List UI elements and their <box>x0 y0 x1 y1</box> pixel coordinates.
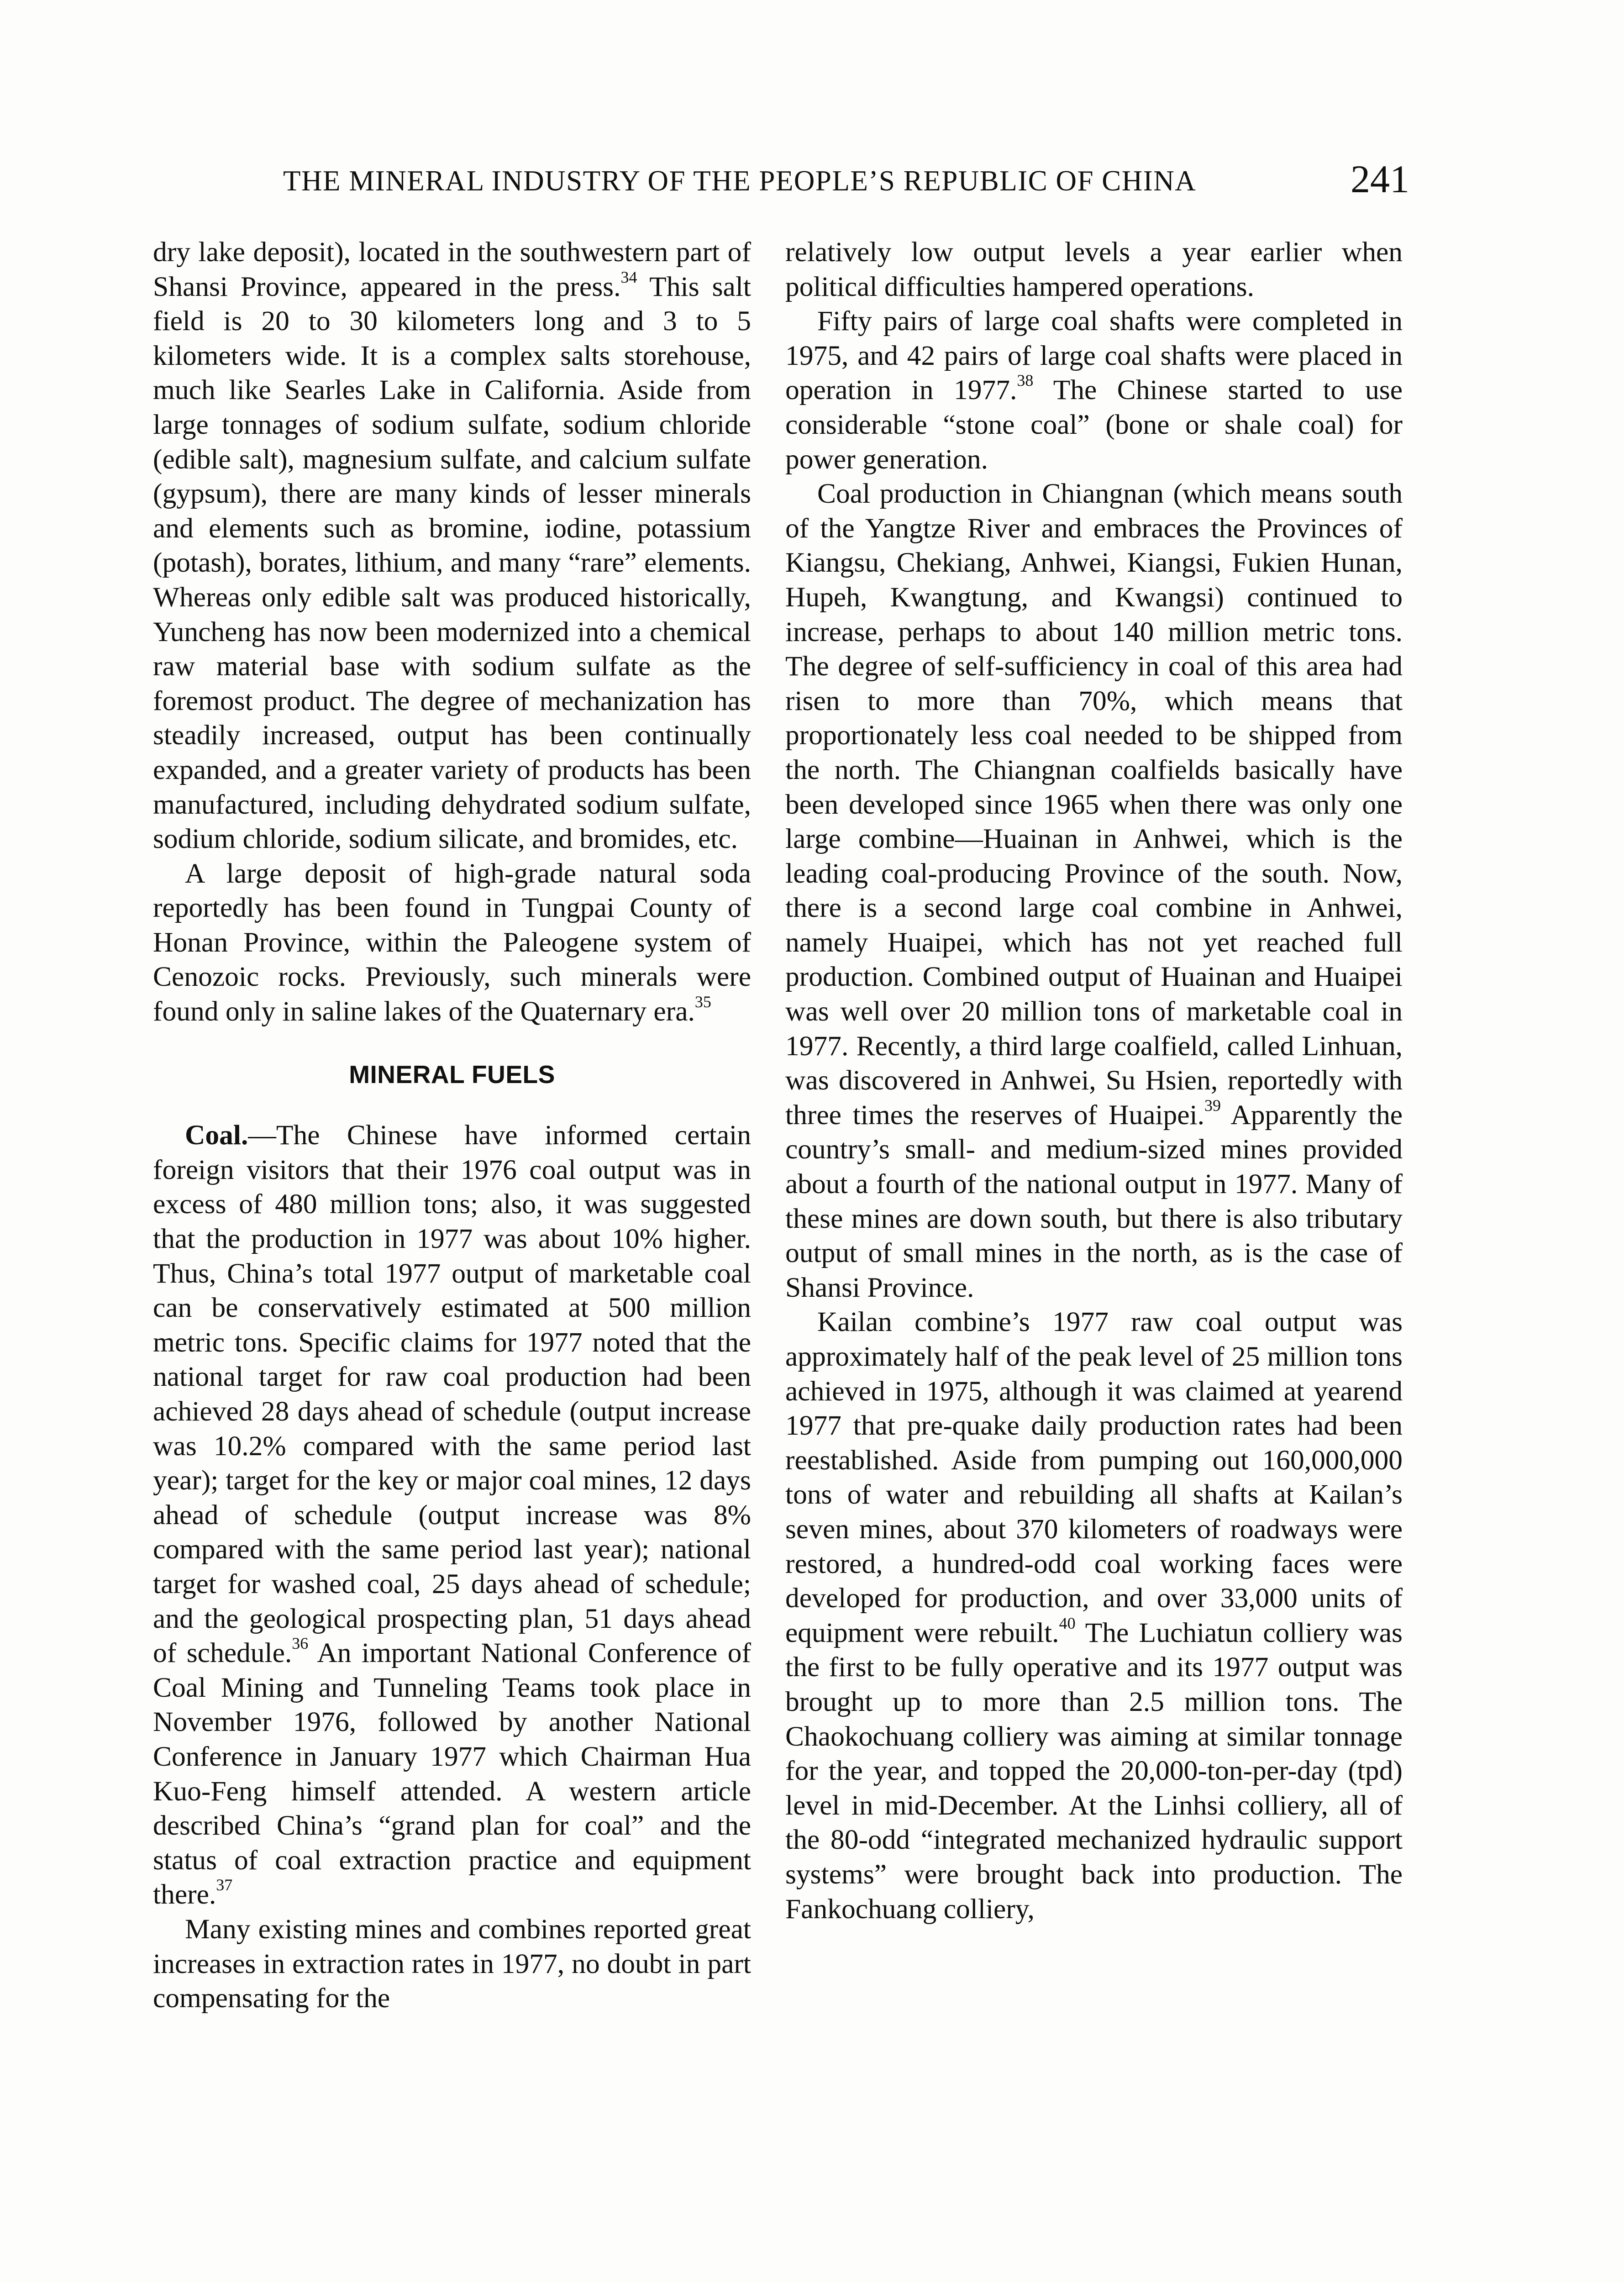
running-header-title: THE MINERAL INDUSTRY OF THE PEOPLE’S REPUBLIC OF CHINA <box>283 165 1197 197</box>
run-in-heading: Coal. <box>185 1120 248 1151</box>
footnote-ref: 40 <box>1059 1614 1076 1632</box>
paragraph-text: Fifty pairs of large coal shafts were completed in 1975, and 42 pairs of large coal shafts were placed in operation in 1977. <box>785 305 1403 406</box>
left-column <box>153 235 751 2016</box>
footnote-ref: 35 <box>694 993 711 1011</box>
paragraph-text: relatively low output levels a year earlier when political difficulties hampered operations. <box>785 237 1403 302</box>
paragraph-text: A large deposit of high-grade natural soda reportedly has been found in Tungpai County of Honan Province, within the Paleogene system of Cenozoic rocks. Previously, such minerals were found only in saline lakes of the Quaternary era. <box>153 857 751 1027</box>
footnote-ref: 36 <box>292 1634 309 1653</box>
paragraph-text: Kailan combine’s 1977 raw coal output was approximately half of the peak level of 25 million tons achieved in 1975, although it was claimed at yearend 1977 that pre-quake daily production rates had been reestablished. Aside from pumping out 160,000,000 tons of water and rebuilding all shafts at Kailan’s seven mines, about 370 kilometers of roadways were restored, a hundred-odd coal working faces were developed for production, and over 33,000 units of equipment were rebuilt. <box>785 1306 1403 1648</box>
footnote-ref: 38 <box>1017 371 1034 390</box>
paragraph-text: —The Chinese have informed certain foreign visitors that their 1976 coal output was in excess of 480 million tons; also, it was suggested that the production in 1977 was about 10% higher. Thus, China’s total 1977 output of marketable coal can be conservatively estimated at 500 million metric tons. Specific claims for 1977 noted that the national target for raw coal production had been achieved 28 days ahead of schedule (output increase was 10.2% compared with the same period last year); target for the key or major coal mines, 12 days ahead of schedule (output increase was 8% compared with the same period last year); national target for washed coal, 25 days ahead of schedule; and the geological prospecting plan, 51 days ahead of schedule. <box>153 1120 751 1669</box>
paragraph <box>153 857 751 1029</box>
paragraph-text: The Chinese started to use considerable “stone coal” (bone or shale coal) for power generation. <box>785 374 1403 475</box>
paragraph <box>153 1912 751 2016</box>
paragraph-text: An important National Conference of Coal Mining and Tunneling Teams took place in November 1976, followed by another National Conference in January 1977 which Chairman Hua Kuo-Feng himself attended. A western article described China’s “grand plan for coal” and the status of coal extraction practice and equipment there. <box>153 1637 752 1910</box>
paragraph-text: Many existing mines and combines reported great increases in extraction rates in 1977, no doubt in part compensating for the <box>153 1913 751 2014</box>
paragraph <box>785 304 1403 477</box>
footnote-ref: 39 <box>1204 1096 1221 1115</box>
footnote-ref: 37 <box>216 1876 233 1894</box>
page-number: 241 <box>1351 157 1409 201</box>
paragraph-text: Coal production in Chiangnan (which means south of the Yangtze River and embraces the Provinces of Kiangsu, Chekiang, Anhwei, Kiangsi, Fukien Hunan, Hupeh, Kwangtung, and Kwangsi) continued to increase, perhaps to about 140 million metric tons. The degree of self-sufficiency in coal of this area had risen to more than 70%, which means that proportionately less coal needed to be shipped from the north. The Chiangnan coalfields basically have been developed since 1965 when there was only one large combine—Huainan in Anhwei, which is the leading coal-producing Province of the south. Now, there is a second large coal combine in Anhwei, namely Huaipei, which has not yet reached full production. Combined output of Huainan and Huaipei was well over 20 million tons of marketable coal in 1977. Recently, a third large coalfield, called Linhuan, was discovered in Anhwei, Su Hsien, reportedly with three times the reserves of Huaipei. <box>785 478 1403 1131</box>
right-column <box>785 235 1403 1926</box>
paragraph <box>785 235 1403 304</box>
paragraph-text: This salt field is 20 to 30 kilometers long and 3 to 5 kilometers wide. It is a complex salts storehouse, much like Searles Lake in California. Aside from large tonnages of sodium sulfate, sodium chloride (edible salt), magnesium sulfate, and calcium sulfate (gypsum), there are many kinds of lesser minerals and elements such as bromine, iodine, potassium (potash), borates, lithium, and many “rare” elements. Whereas only edible salt was produced historically, Yuncheng has now been modernized into a chemical raw material base with sodium sulfate as the foremost product. The degree of mechanization has steadily increased, output has been continually expanded, and a greater variety of products has been manufactured, including dehydrated sodium sulfate, sodium chloride, sodium silicate, and bromides, etc. <box>153 271 751 855</box>
paragraph <box>153 235 751 857</box>
paragraph <box>785 1305 1403 1926</box>
footnote-ref: 34 <box>620 268 637 286</box>
section-heading: MINERAL FUELS <box>349 1060 555 1089</box>
paragraph <box>785 477 1403 1305</box>
paragraph-text: Apparently the country’s small- and medium-sized mines provided about a fourth of the national output in 1977. Many of these mines are down south, but there is also tributary output of small mines in the north, as is the case of Shansi Province. <box>785 1099 1403 1303</box>
paragraph <box>153 1118 751 1912</box>
paragraph-text: dry lake deposit), located in the southwestern part of Shansi Province, appeared in the press. <box>153 237 751 302</box>
paragraph-text: The Luchiatun colliery was the first to be fully operative and its 1977 output was brought up to more than 2.5 million tons. The Chaokochuang colliery was aiming at similar tonnage for the year, and topped the 20,000-ton-per-day (tpd) level in mid-December. At the Linhsi colliery, all of the 80-odd “integrated mechanized hydraulic support systems” were brought back into production. The Fankochuang colliery, <box>785 1617 1403 1925</box>
